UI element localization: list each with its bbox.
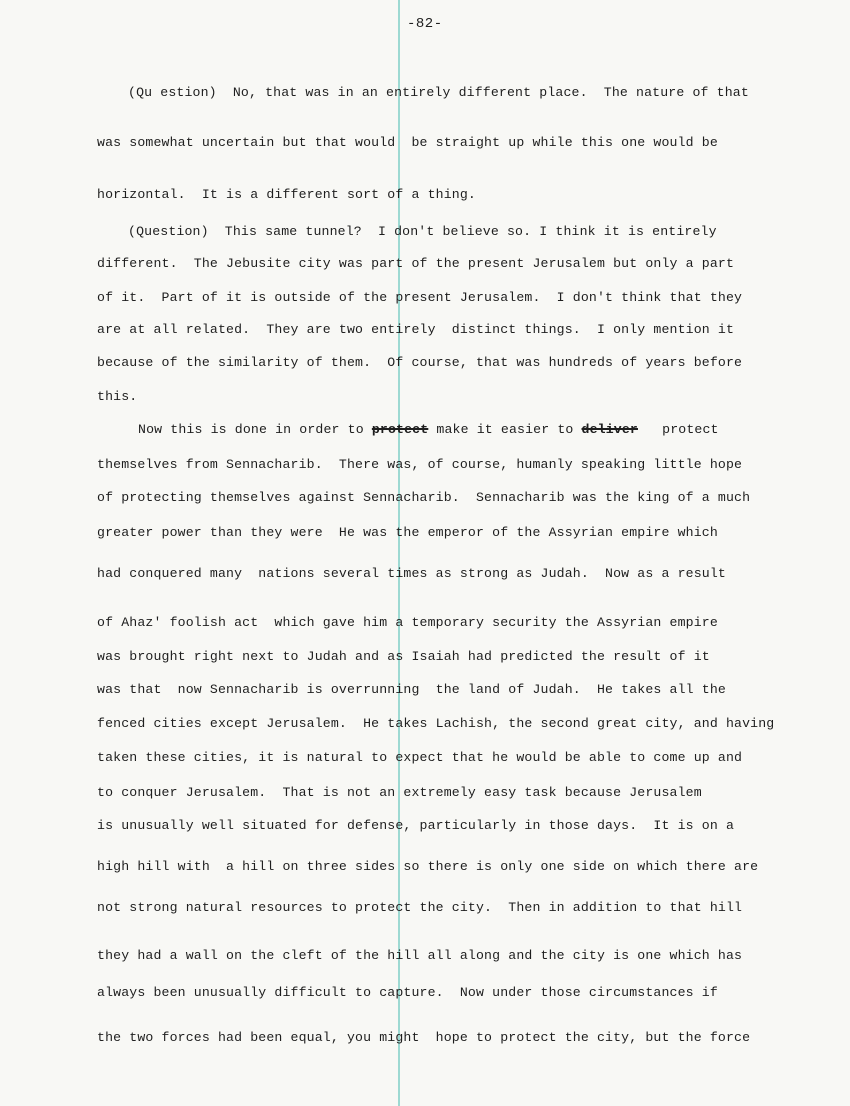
text-line: this. [97,389,138,404]
text-fragment: Now this is done in order to [138,422,372,437]
text-line: because of the similarity of them. Of course, that was hundreds of years before [97,355,743,370]
text-line: horizontal. It is a different sort of a thing. [97,187,476,202]
text-line: always been unusually difficult to capture. Now under those circumstances if [97,985,718,1000]
fold-line [398,0,400,1106]
struck-word: deliver [581,422,638,437]
text-line: are at all related. They are two entirely distinct things. I only mention it [97,322,735,337]
text-fragment: make it easier to [428,422,582,437]
text-line: they had a wall on the cleft of the hill all along and the city is one which has [97,948,743,963]
text-line: of it. Part of it is outside of the present Jerusalem. I don't think that they [97,290,743,305]
text-line: had conquered many nations several times as strong as Judah. Now as a result [97,566,726,581]
text-line: fenced cities except Jerusalem. He takes Lachish, the second great city, and having [97,716,775,731]
text-line: not strong natural resources to protect the city. Then in addition to that hill [97,900,743,915]
text-line: to conquer Jerusalem. That is not an extremely easy task because Jerusalem [97,785,702,800]
text-line: of Ahaz' foolish act which gave him a temporary security the Assyrian empire [97,615,718,630]
text-line: is unusually well situated for defense, particularly in those days. It is on a [97,818,735,833]
text-line: greater power than they were He was the emperor of the Assyrian empire which [97,525,718,540]
text-line: (Question) This same tunnel? I don't believe so. I think it is entirely [128,224,717,239]
text-line: was that now Sennacharib is overrunning the land of Judah. He takes all the [97,682,726,697]
text-line: (Qu estion) No, that was in an entirely different place. The nature of that [128,85,749,100]
text-line: was brought right next to Judah and as Isaiah had predicted the result of it [97,649,710,664]
text-line-with-strikeouts [138,422,719,438]
page-number: -82- [407,16,443,32]
text-line: the two forces had been equal, you might hope to protect the city, but the force [97,1030,751,1045]
text-fragment: protect [637,422,719,437]
text-line: taken these cities, it is natural to expect that he would be able to come up and [97,750,743,765]
text-line: of protecting themselves against Sennacharib. Sennacharib was the king of a much [97,490,751,505]
text-line: high hill with a hill on three sides so there is only one side on which there are [97,859,759,874]
text-line: different. The Jebusite city was part of the present Jerusalem but only a part [97,256,735,271]
struck-word: protect [371,422,429,437]
text-line: was somewhat uncertain but that would be straight up while this one would be [97,135,718,150]
text-line: themselves from Sennacharib. There was, of course, humanly speaking little hope [97,457,743,472]
